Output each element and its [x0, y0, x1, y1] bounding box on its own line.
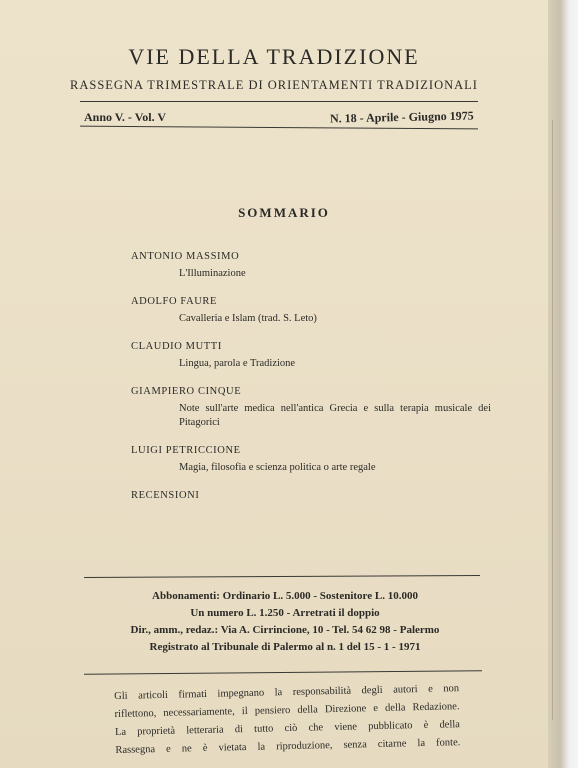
contents-heading: SOMMARIO — [238, 205, 330, 220]
masthead-rule-bottom — [80, 126, 478, 130]
table-of-contents — [131, 250, 491, 517]
notice-line: Gli articoli firmati impegnano la responsabilità degli autori e non — [114, 683, 460, 702]
binding-line — [552, 120, 553, 720]
reviews-label: RECENSIONI — [131, 490, 200, 501]
subscription-prices: Abbonamenti: Ordinario L. 5.000 - Sostenitore L. 10.000 — [152, 590, 418, 602]
toc-entry — [131, 250, 491, 281]
entry-title: Lingua, parola e Tradizione — [179, 358, 296, 369]
registration-info: Registrato al Tribunale di Palermo al n. 1 del 15 - 1 - 1971 — [149, 641, 421, 653]
toc-entry — [131, 340, 491, 371]
editorial-address: Dir., amm., redaz.: Via A. Cirrincione, 10 - Tel. 54 62 98 - Palermo — [130, 624, 440, 636]
masthead — [0, 44, 548, 93]
single-issue-price: Un numero L. 1.250 - Arretrati il doppio — [190, 607, 380, 619]
entry-title: Cavalleria e Islam (trad. S. Leto) — [179, 313, 317, 324]
journal-subtitle: RASSEGNA TRIMESTRALE DI ORIENTAMENTI TRADIZIONALI — [70, 78, 478, 92]
toc-entry — [131, 444, 491, 475]
toc-entry — [131, 385, 491, 430]
toc-entry — [131, 295, 491, 326]
entry-author: ANTONIO MASSIMO — [131, 251, 240, 262]
legal-notice — [114, 680, 461, 760]
entry-author: GIAMPIERO CINQUE — [131, 386, 242, 397]
entry-title: Note sull'arte medica nell'antica Grecia e sulla terapia musicale dei Pitagorici — [179, 403, 491, 428]
notice-line: riflettono, necessariamente, il pensiero della Direzione e della Redazione. — [114, 701, 460, 720]
subscription-rule-top — [84, 575, 480, 578]
entry-author: CLAUDIO MUTTI — [131, 341, 222, 352]
notice-line: Rassegna e ne è vietata la riproduzione, senza citarne la fonte. — [115, 737, 461, 756]
entry-title: Magia, filosofia e scienza politica o arte regale — [179, 462, 376, 473]
reviews-entry — [131, 489, 491, 503]
subscription-rule-bottom — [84, 670, 482, 674]
masthead-rule-top — [80, 101, 478, 102]
journal-title: VIE DELLA TRADIZIONE — [128, 44, 420, 69]
entry-title: L'Illuminazione — [179, 268, 246, 279]
volume-label: Anno V. - Vol. V — [84, 110, 167, 124]
notice-line: La proprietà letteraria di tutto ciò che viene pubblicato è della — [114, 719, 461, 738]
subscription-info — [90, 588, 480, 656]
entry-author: LUIGI PETRICCIONE — [131, 445, 241, 456]
issue-label: N. 18 - Aprile - Giugno 1975 — [330, 108, 475, 126]
entry-author: ADOLFO FAURE — [131, 296, 218, 307]
